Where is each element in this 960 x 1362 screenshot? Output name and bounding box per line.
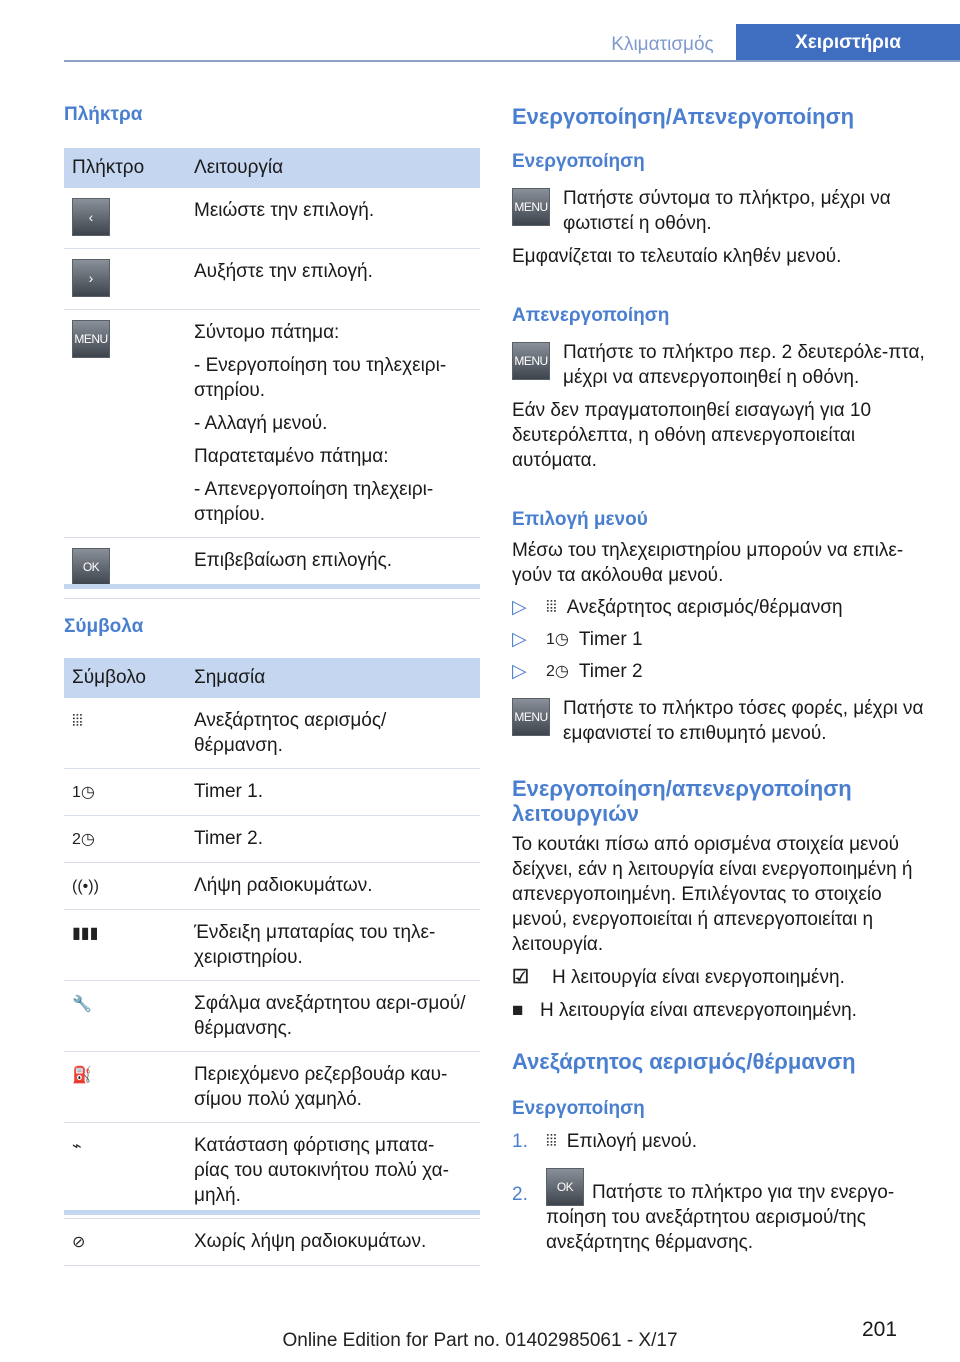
symbol-meaning: Κατάσταση φόρτισης μπατα-ρίας του αυτοκινήτου πολύ χα-μηλή. bbox=[186, 1123, 480, 1219]
heater-icon: ⦙⦙⦙ bbox=[546, 599, 557, 616]
table-row bbox=[64, 816, 480, 863]
key-function: Μειώστε την επιλογή. bbox=[186, 188, 480, 249]
table-row bbox=[64, 1052, 480, 1123]
bullet-text: Timer 1 bbox=[578, 629, 643, 650]
step-number: 2. bbox=[512, 1184, 528, 1205]
bullet-arrow-icon: ▷ bbox=[512, 629, 527, 650]
timer-2-icon: 2◷ bbox=[546, 663, 569, 680]
symbols-table bbox=[64, 658, 480, 1266]
tab-controls[interactable]: Χειριστήρια bbox=[736, 24, 960, 62]
list-item bbox=[512, 1166, 932, 1255]
list-item bbox=[512, 965, 932, 990]
symbols-heading: Σύμβολα bbox=[64, 616, 144, 637]
battery-icon: ▮▮▮ bbox=[72, 925, 99, 942]
timer-2-icon: 2◷ bbox=[72, 831, 95, 848]
deactivation-after: Εάν δεν πραγματοποιηθεί εισαγωγή για 10 δευτερόλεπτα, η οθόνη απενεργοποιείται αυτόματα. bbox=[512, 400, 872, 471]
checkbox-unchecked-icon: ■ bbox=[512, 1000, 524, 1021]
table-row bbox=[64, 310, 480, 538]
functions-text: Το κουτάκι πίσω από ορισμένα στοιχεία μενού δείχνει, εάν η λειτουργία είναι ενεργοποιημένη ή απενεργοποιημένη. Επιλέγοντας το στοιχείο μενού, ενεργοποιείται ή απενεργοποιείται η λειτουργία. bbox=[512, 834, 913, 955]
header-rule bbox=[64, 60, 960, 62]
section-heading-on-off: Ενεργοποίηση/Απενεργοποίηση bbox=[512, 104, 855, 129]
edition-footer: Online Edition for Part no. 01402985061 - X/17 bbox=[282, 1330, 678, 1351]
menu-intro: Μέσω του τηλεχειριστηρίου μπορούν να επιλε-γούν τα ακόλουθα μενού. bbox=[512, 540, 904, 586]
table-row bbox=[64, 188, 480, 249]
text-line: - Απενεργοποίηση τηλεχειρι-στηρίου. bbox=[194, 479, 434, 525]
symbol-meaning: Ένδειξη μπαταρίας του τηλε-χειριστηρίου. bbox=[186, 910, 480, 981]
text-line: Σύντομο πάτημα: bbox=[194, 322, 340, 343]
table-end-rule bbox=[64, 1210, 480, 1215]
step-text: Επιλογή μενού. bbox=[566, 1131, 698, 1152]
bullet-text: Timer 2 bbox=[578, 661, 643, 682]
menu-key-icon: MENU bbox=[512, 342, 550, 380]
table-end-rule bbox=[64, 584, 480, 589]
heater-icon: ⦙⦙⦙ bbox=[72, 713, 83, 730]
function-on-text: Η λειτουργία είναι ενεργοποιημένη. bbox=[552, 967, 845, 988]
timer-1-icon: 1◷ bbox=[72, 784, 95, 801]
keys-col-key: Πλήκτρο bbox=[64, 148, 186, 188]
text-line: - Αλλαγή μενού. bbox=[194, 413, 328, 434]
subheading-activation: Ενεργοποίηση bbox=[512, 1098, 645, 1119]
step-number: 1. bbox=[512, 1131, 528, 1152]
text-line: - Ενεργοποίηση του τηλεχειρι-στηρίου. bbox=[194, 355, 447, 401]
keys-heading: Πλήκτρα bbox=[64, 104, 143, 125]
table-row bbox=[64, 249, 480, 310]
car-battery-low-icon: ⌁ bbox=[72, 1138, 82, 1155]
timer-1-icon: 1◷ bbox=[546, 631, 569, 648]
list-item bbox=[512, 627, 932, 652]
table-row bbox=[64, 538, 480, 599]
heater-icon: ⦙⦙⦙ bbox=[546, 1133, 557, 1150]
section-heading-ventilation: Ανεξάρτητος αερισμός/θέρμανση bbox=[512, 1049, 856, 1074]
symbol-meaning: Λήψη ραδιοκυμάτων. bbox=[186, 863, 480, 910]
radio-reception-icon: ((•)) bbox=[72, 878, 99, 895]
symbol-meaning: Περιεχόμενο ρεζερβουάρ καυ-σίμου πολύ χαμηλό. bbox=[186, 1052, 480, 1123]
page-number: 201 bbox=[862, 1318, 898, 1341]
symbol-meaning: Timer 2. bbox=[186, 816, 480, 863]
bullet-arrow-icon: ▷ bbox=[512, 661, 527, 682]
ok-key-icon: OK bbox=[546, 1168, 584, 1206]
table-row bbox=[64, 769, 480, 816]
bullet-arrow-icon: ▷ bbox=[512, 597, 527, 618]
table-row bbox=[64, 1123, 480, 1219]
function-off-text: Η λειτουργία είναι απενεργοποιημένη. bbox=[540, 1000, 857, 1021]
symbol-meaning: Timer 1. bbox=[186, 769, 480, 816]
symbols-col-meaning: Σημασία bbox=[186, 658, 480, 698]
list-item bbox=[512, 998, 932, 1023]
wrench-icon: 🔧 bbox=[72, 996, 92, 1013]
table-row bbox=[64, 1219, 480, 1266]
menu-key-icon: MENU bbox=[512, 188, 550, 226]
tab-climate[interactable]: Κλιματισμός bbox=[611, 34, 714, 55]
menu-key-icon: MENU bbox=[512, 698, 550, 736]
menu-key-text: Πατήστε το πλήκτρο τόσες φορές, μέχρι να εμφανιστεί το επιθυμητό μενού. bbox=[563, 698, 924, 744]
list-item bbox=[512, 659, 932, 684]
deactivation-text: Πατήστε το πλήκτρο περ. 2 δευτερόλε-πτα, μέχρι να απενεργοποιηθεί η οθόνη. bbox=[563, 342, 925, 388]
table-row bbox=[64, 863, 480, 910]
key-function: Επιβεβαίωση επιλογής. bbox=[186, 538, 480, 599]
subheading-menu-select: Επιλογή μενού bbox=[512, 509, 648, 530]
table-row bbox=[64, 698, 480, 769]
menu-key-icon: MENU bbox=[72, 320, 110, 358]
left-arrow-key-icon: ‹ bbox=[72, 198, 110, 236]
table-row bbox=[64, 910, 480, 981]
subheading-deactivation: Απενεργοποίηση bbox=[512, 305, 670, 326]
symbol-meaning: Ανεξάρτητος αερισμός/ θέρμανση. bbox=[186, 698, 480, 769]
ok-key-icon: OK bbox=[72, 548, 110, 586]
keys-table bbox=[64, 148, 480, 599]
key-function: Αυξήστε την επιλογή. bbox=[186, 249, 480, 310]
subheading-activation: Ενεργοποίηση bbox=[512, 151, 645, 172]
text-line: Παρατεταμένο πάτημα: bbox=[194, 446, 389, 467]
section-heading-functions: Ενεργοποίηση/απενεργοποίηση λειτουργιών bbox=[512, 776, 852, 826]
symbol-meaning: Χωρίς λήψη ραδιοκυμάτων. bbox=[186, 1219, 480, 1266]
checkbox-checked-icon: ☑ bbox=[512, 967, 530, 988]
keys-col-function: Λειτουργία bbox=[186, 148, 480, 188]
right-arrow-key-icon: › bbox=[72, 259, 110, 297]
list-item bbox=[512, 595, 932, 620]
table-row bbox=[64, 981, 480, 1052]
activation-after: Εμφανίζεται το τελευταίο κληθέν μενού. bbox=[512, 246, 842, 267]
step-text: Πατήστε το πλήκτρο για την ενεργο-ποίηση του ανεξάρτητου αερισμού/της ανεξάρτητης θέρμανσης. bbox=[546, 1182, 895, 1253]
no-reception-icon: ⊘ bbox=[72, 1234, 86, 1251]
bullet-text: Ανεξάρτητος αερισμός/θέρμανση bbox=[566, 597, 843, 618]
symbols-col-symbol: Σύμβολο bbox=[64, 658, 186, 698]
key-function bbox=[186, 310, 480, 538]
fuel-pump-icon: ⛽ bbox=[72, 1067, 92, 1084]
activation-text: Πατήστε σύντομα το πλήκτρο, μέχρι να φωτιστεί η οθόνη. bbox=[563, 188, 891, 234]
list-item bbox=[512, 1129, 932, 1154]
symbol-meaning: Σφάλμα ανεξάρτητου αερι-σμού/θέρμανσης. bbox=[186, 981, 480, 1052]
